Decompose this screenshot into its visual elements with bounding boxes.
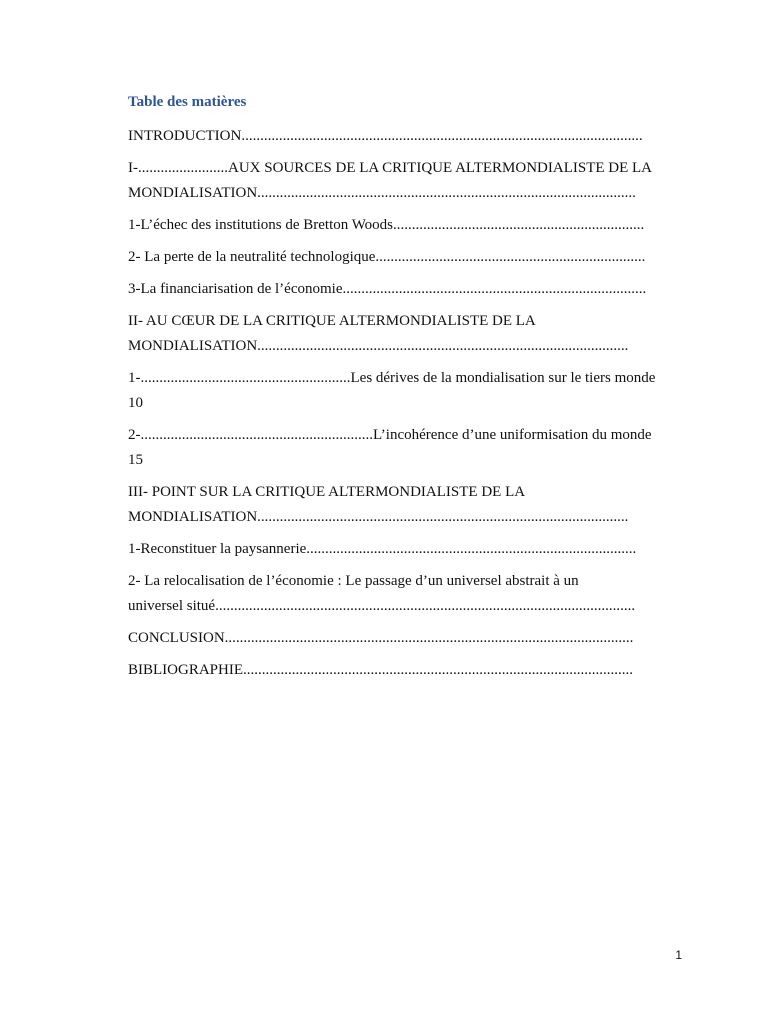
- toc-entry-line: 1-L’échec des institutions de Bretton Woods...................................................................: [128, 217, 645, 233]
- toc-entry-page-number: 10: [128, 395, 143, 411]
- toc-entry-line: 2- La perte de la neutralité technologique........................................................................: [128, 249, 646, 265]
- toc-entry-line: 2-..............................................................L’incohérence d’une uniformisation du monde: [128, 427, 652, 443]
- toc-title: Table des matières: [128, 94, 247, 110]
- toc-entry-part-1-section-1[interactable]: [128, 213, 678, 238]
- toc-entry-line: III- POINT SUR LA CRITIQUE ALTERMONDIALISTE DE LA: [128, 484, 526, 500]
- toc-entry-part-2-section-2[interactable]: [128, 423, 678, 473]
- toc-entry-part-1-section-2[interactable]: [128, 245, 678, 270]
- toc-entry-line: 1-........................................................Les dérives de la mondialisation sur le tiers monde: [128, 370, 656, 386]
- toc-entry-part-3[interactable]: [128, 480, 678, 530]
- toc-entry-line: universel situé................................................................................................................: [128, 598, 636, 614]
- toc-entry-line: 2- La relocalisation de l’économie : Le passage d’un universel abstrait à un: [128, 573, 579, 589]
- toc-entry-part-1-section-3[interactable]: [128, 277, 678, 302]
- toc-entry-line: BIBLIOGRAPHIE........................................................................................................: [128, 662, 633, 678]
- toc-entry-part-1[interactable]: [128, 156, 678, 206]
- toc-entry-line: 3-La financiarisation de l’économie.................................................................................: [128, 281, 647, 297]
- toc-entry-line: I-........................AUX SOURCES DE LA CRITIQUE ALTERMONDIALISTE DE LA: [128, 160, 653, 176]
- toc-entry-conclusion[interactable]: [128, 626, 678, 651]
- toc-entry-part-3-section-1[interactable]: [128, 537, 678, 562]
- toc-entry-page-number: 15: [128, 452, 143, 468]
- toc-entry-part-2[interactable]: [128, 309, 678, 359]
- toc-entry-line: MONDIALISATION...................................................................................................: [128, 509, 629, 525]
- toc-entry-line: 1-Reconstituer la paysannerie........................................................................................: [128, 541, 637, 557]
- toc-entry-introduction[interactable]: [128, 124, 678, 149]
- toc-entry-bibliography[interactable]: [128, 658, 678, 683]
- page-number: 1: [675, 948, 682, 962]
- toc-entry-line: II- AU CŒUR DE LA CRITIQUE ALTERMONDIALISTE DE LA: [128, 313, 536, 329]
- toc-entry-part-3-section-2[interactable]: [128, 569, 678, 619]
- toc-entry-line: MONDIALISATION.....................................................................................................: [128, 185, 636, 201]
- toc-entry-line: CONCLUSION.............................................................................................................: [128, 630, 634, 646]
- toc-entry-line: MONDIALISATION...................................................................................................: [128, 338, 629, 354]
- table-of-contents: [128, 92, 678, 690]
- toc-entry-part-2-section-1[interactable]: [128, 366, 678, 416]
- toc-entry-line: INTRODUCTION...........................................................................................................: [128, 128, 643, 144]
